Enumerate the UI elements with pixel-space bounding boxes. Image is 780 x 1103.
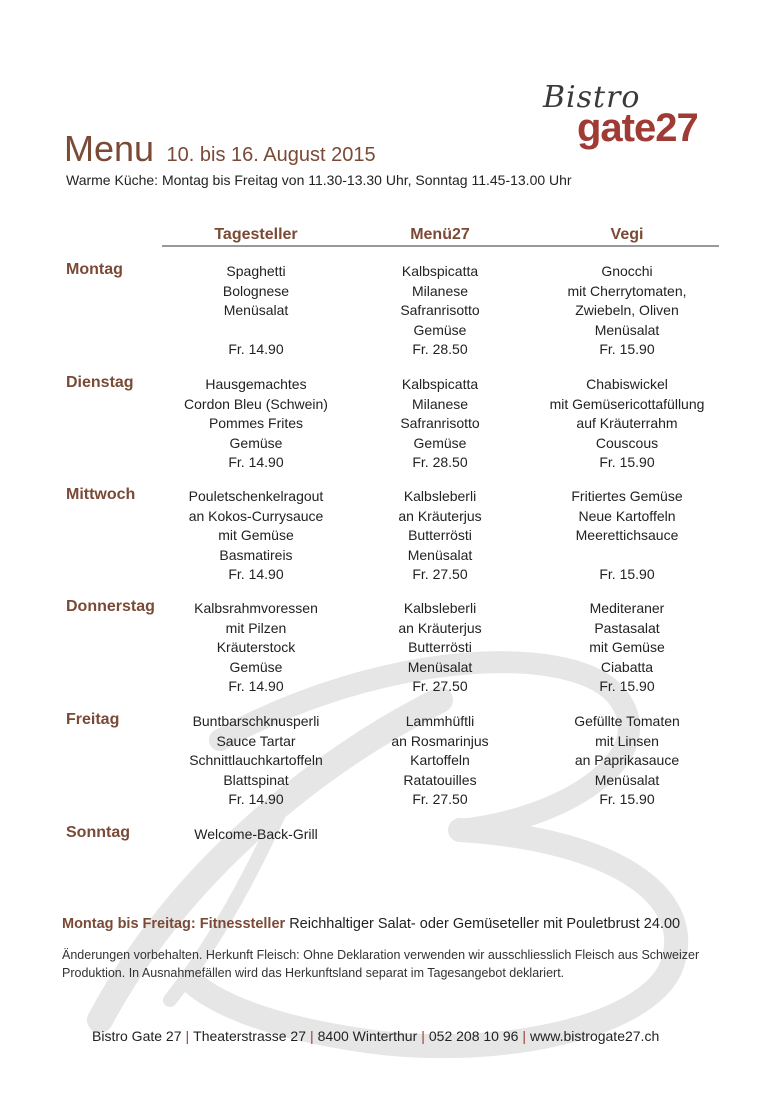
day-label-dienstag: Dienstag	[66, 374, 134, 391]
column-header-vegi: Vegi	[610, 226, 644, 243]
dish-line: Mediteraner	[589, 600, 665, 616]
dish-line: Schnittlauchkartoffeln	[189, 752, 323, 769]
dish-price: Fr. 28.50	[412, 454, 468, 471]
dish-line: mit Gemüse	[589, 639, 665, 656]
dish-line: Milanese	[411, 395, 469, 412]
dish-line: auf Kräuterrahm	[576, 415, 678, 432]
dish-line: Blattspinat	[223, 771, 289, 788]
day-label-donnerstag: Donnerstag	[66, 598, 155, 615]
dish-line: Pommes Frites	[208, 415, 304, 432]
dish-price: Fr. 15.90	[599, 454, 655, 471]
dish-line: Welcome-Back-Grill	[194, 826, 318, 842]
dish-line: Neue Kartoffeln	[578, 507, 676, 524]
day-label-sonntag: Sonntag	[66, 824, 130, 841]
dish-line: Kalbspicatta	[401, 263, 479, 279]
footer-city: 8400 Winterthur	[317, 1028, 418, 1044]
kitchen-hours: Warme Küche: Montag bis Freitag von 11.30-13.30 Uhr, Sonntag 11.45-13.00 Uhr	[66, 172, 572, 188]
dish-price: Fr. 27.50	[412, 678, 468, 695]
day-label-freitag: Freitag	[66, 711, 120, 728]
dish-line: Kalbsleberli	[403, 488, 477, 504]
dish-line: Pouletschenkelragout	[188, 488, 324, 504]
dish-line: Ciabatta	[600, 658, 654, 675]
dish-line: Cordon Bleu (Schwein)	[184, 395, 328, 412]
dish-line: Milanese	[411, 282, 469, 299]
footer-separator: |	[421, 1028, 425, 1044]
fitness-text: Reichhaltiger Salat- oder Gemüseteller mit Pouletbrust 24.00	[289, 916, 681, 932]
dish-cell	[517, 262, 737, 360]
dish-line: an Kräuterjus	[398, 507, 482, 524]
dish-line: an Kokos-Currysauce	[188, 507, 324, 524]
dish-price: Fr. 14.90	[228, 454, 284, 471]
footer-separator: |	[309, 1028, 314, 1044]
day-label-montag: Montag	[66, 261, 123, 278]
footer-contact	[92, 1028, 659, 1044]
dish-line: Zwiebeln, Oliven	[575, 302, 679, 319]
dish-line: an Kräuterjus	[398, 619, 482, 636]
footer-street: Theaterstrasse 27	[193, 1028, 306, 1044]
dish-line: Gefüllte Tomaten	[574, 713, 680, 729]
dish-line: Butterrösti	[408, 639, 472, 656]
dish-line: Kalbsleberli	[403, 600, 477, 616]
title-dates: 10. bis 16. August 2015	[166, 144, 376, 166]
dish-price: Fr. 14.90	[228, 341, 284, 358]
bistro-logo	[543, 80, 713, 160]
dish-cell	[517, 375, 737, 473]
fitness-lead: Montag bis Freitag: Fitnessteller	[62, 916, 286, 932]
dish-line: mit Linsen	[595, 732, 659, 749]
footer-separator: |	[522, 1028, 527, 1044]
title-menu: Menu	[64, 128, 155, 169]
dish-price: Fr. 27.50	[412, 791, 468, 808]
dish-price: Fr. 14.90	[228, 678, 284, 695]
footer-website[interactable]: www.bistrogate27.ch	[530, 1028, 660, 1044]
dish-line: mit Cherrytomaten,	[567, 282, 687, 299]
dish-line: Hausgemachtes	[205, 376, 307, 392]
dish-price: Fr. 27.50	[412, 566, 468, 583]
footer-name: Bistro Gate 27	[92, 1028, 182, 1044]
footer-phone: 052 208 10 96	[428, 1028, 519, 1044]
dish-price: Fr. 28.50	[412, 341, 468, 358]
dish-line: Meerettichsauce	[575, 527, 679, 544]
dish-price: Fr. 15.90	[599, 678, 655, 695]
logo-script: Bistro	[543, 80, 641, 115]
dish-line: Menüsalat	[594, 771, 660, 788]
dish-line: mit Pilzen	[225, 619, 287, 636]
dish-line: Ratatouilles	[403, 771, 477, 788]
dish-line: Gemüse	[229, 434, 283, 451]
fitness-offer	[62, 916, 680, 932]
column-header-tagesteller: Tagesteller	[214, 226, 298, 243]
dish-line: Fritiertes Gemüse	[571, 488, 683, 504]
dish-line: mit Gemüse	[218, 527, 294, 544]
footer-separator: |	[185, 1028, 190, 1044]
dish-line: an Paprikasauce	[574, 752, 680, 769]
dish-line: an Rosmarinjus	[391, 732, 489, 749]
dish-line: Lammhüftli	[405, 713, 475, 729]
dish-price: Fr. 15.90	[599, 791, 655, 808]
dish-line: mit Gemüsericottafüllung	[549, 395, 705, 412]
dish-line: Pastasalat	[594, 619, 660, 636]
header-divider	[162, 245, 719, 247]
dish-line: Bolognese	[222, 282, 290, 299]
dish-cell	[517, 599, 737, 697]
dish-line: Kartoffeln	[410, 752, 470, 769]
dish-line: Menüsalat	[407, 658, 473, 675]
dish-cell	[517, 487, 737, 585]
dish-line: Gemüse	[413, 434, 467, 451]
dish-line: Couscous	[595, 434, 659, 451]
dish-cell	[146, 825, 366, 845]
dish-line: Basmatireis	[219, 546, 293, 563]
dish-line: Gemüse	[229, 658, 283, 675]
column-header-menue27: Menü27	[410, 226, 470, 243]
watermark-b-icon	[60, 640, 760, 1060]
notice-text: Änderungen vorbehalten. Herkunft Fleisch: Ohne Deklaration verwenden wir ausschliesslich Fleisch aus Schweizer Produktion. In Ausnahmefällen wird das Herkunftsland separat im Tagesangebot deklariert.	[62, 948, 700, 980]
dish-line: Chabiswickel	[586, 376, 668, 392]
dish-line: Sauce Tartar	[216, 732, 296, 749]
dish-line: Menüsalat	[594, 321, 660, 338]
dish-line: Gnocchi	[601, 263, 653, 279]
dish-line: Kräuterstock	[216, 639, 296, 656]
dish-line: Menüsalat	[407, 546, 473, 563]
dish-price: Fr. 14.90	[228, 566, 284, 583]
dish-line: Spaghetti	[226, 263, 286, 279]
dish-line: Kalbspicatta	[401, 376, 479, 392]
dish-line: Buntbarschknusperli	[192, 713, 320, 729]
dish-line	[517, 546, 737, 566]
dish-line: Menüsalat	[223, 302, 289, 319]
page-title	[64, 128, 376, 170]
dish-line: Safranrisotto	[400, 415, 480, 432]
dish-price: Fr. 15.90	[599, 566, 655, 583]
dish-line: Gemüse	[413, 321, 467, 338]
dish-price: Fr. 14.90	[228, 791, 284, 808]
logo-name: gate27	[577, 106, 698, 150]
dish-price: Fr. 15.90	[599, 341, 655, 358]
dish-line: Kalbsrahmvoressen	[194, 600, 318, 616]
dish-line: Safranrisotto	[400, 302, 480, 319]
dish-cell	[517, 712, 737, 810]
day-label-mittwoch: Mittwoch	[66, 486, 136, 503]
dish-line: Butterrösti	[408, 527, 472, 544]
